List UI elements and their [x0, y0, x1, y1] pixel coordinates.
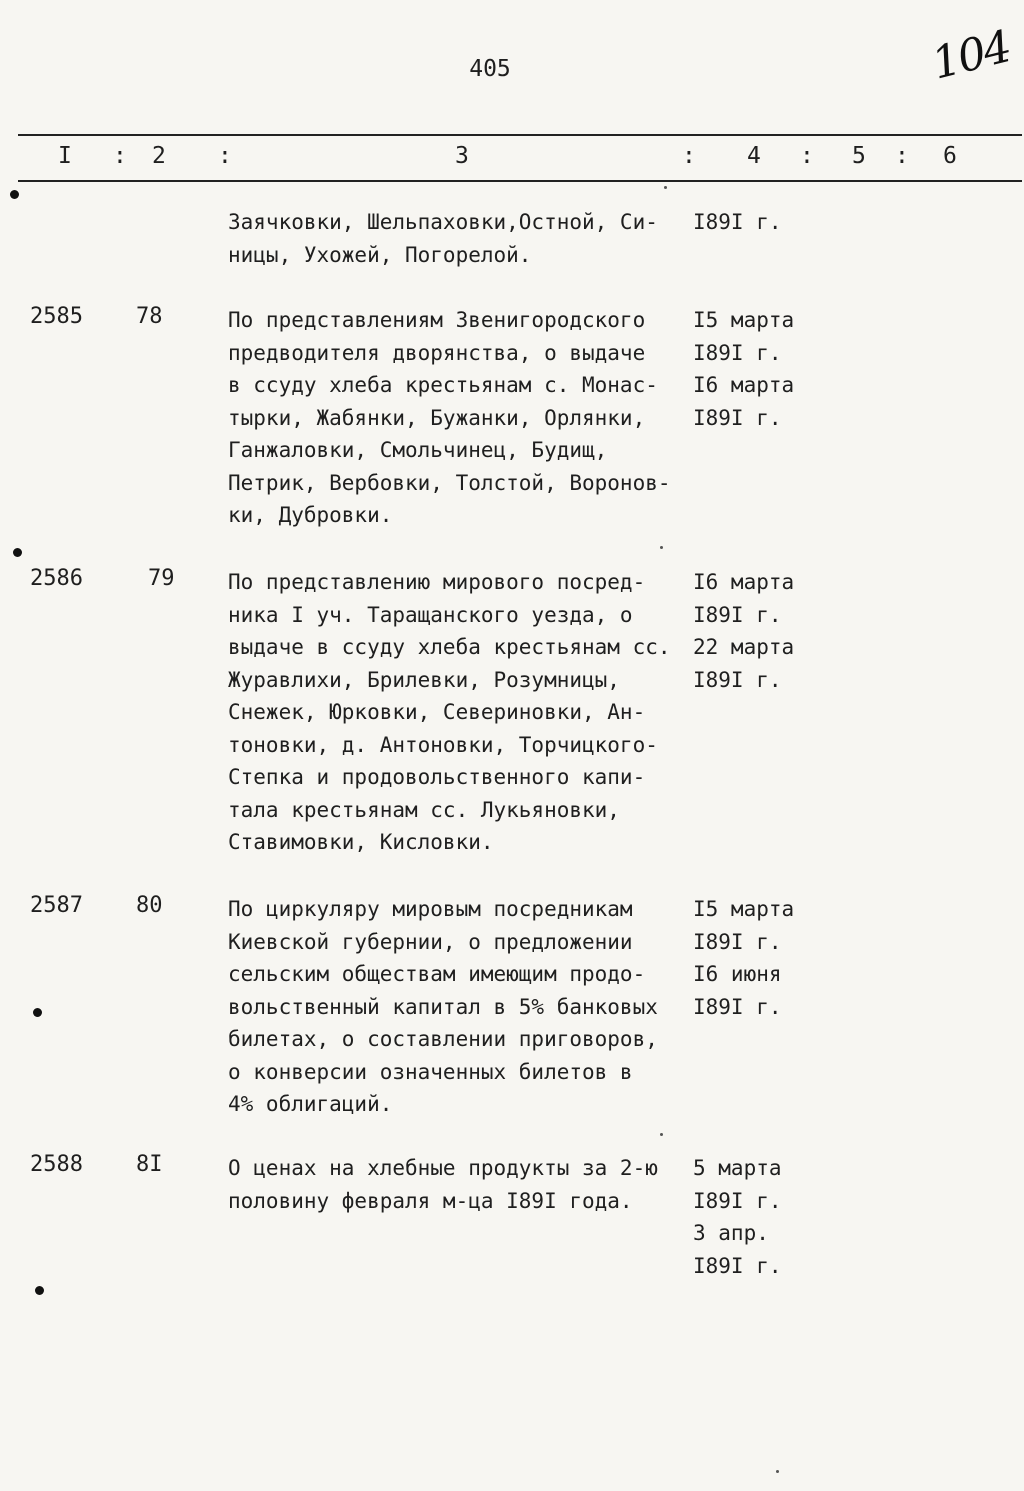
date-line: I89I г.: [693, 210, 782, 234]
entry-dates: [693, 304, 893, 434]
description-line: Ставимовки, Кисловки.: [228, 830, 494, 854]
header-col-6: 6: [943, 143, 957, 169]
description-line: Ганжаловки, Смольчинец, Будищ,: [228, 438, 608, 462]
description-line: половину февраля м-ца I89I года.: [228, 1188, 633, 1213]
description-line: По представлению мирового посред-: [228, 570, 646, 594]
entry-number: 2588: [30, 1152, 83, 1177]
entry-description: [228, 206, 698, 271]
header-separator: :: [895, 143, 909, 169]
description-line: Снежек, Юрковки, Севериновки, Ан-: [228, 700, 646, 724]
entry-description: [228, 304, 698, 532]
header-col-2: 2: [152, 143, 166, 169]
header-top-rule: [18, 134, 1022, 136]
description-line: ницы, Ухожей, Погорелой.: [228, 242, 532, 267]
description-line: Заячковки, Шельпаховки,Остной, Си-: [228, 210, 658, 234]
header-col-1: I: [58, 143, 72, 169]
date-line: I5 марта: [693, 308, 795, 332]
description-line: о конверсии означенных билетов в: [228, 1059, 633, 1084]
description-line: О ценах на хлебные продукты за 2-ю: [228, 1156, 658, 1180]
binding-hole-dot: [33, 1008, 42, 1017]
description-line: По представлениям Звенигородского: [228, 308, 646, 332]
entry-number: 2585: [30, 304, 83, 329]
entry-subnumber: 80: [136, 893, 163, 918]
entry-number: 2587: [30, 893, 83, 918]
binding-hole-dot: [10, 190, 19, 199]
date-line: I6 марта: [693, 373, 795, 397]
entry-dates: [693, 206, 893, 239]
paper-speck: [660, 1133, 663, 1136]
entry-dates: [693, 566, 893, 696]
header-separator: :: [113, 143, 127, 169]
description-line: предводителя дворянства, о выдаче: [228, 340, 646, 365]
description-line: 4% облигаций.: [228, 1092, 393, 1116]
description-line: тырки, Жабянки, Бужанки, Орлянки,: [228, 405, 646, 430]
date-line: I89I г.: [693, 340, 782, 365]
date-line: I89I г.: [693, 929, 782, 954]
header-bottom-rule: [18, 180, 1022, 182]
date-line: I89I г.: [693, 405, 782, 430]
description-line: выдаче в ссуду хлеба крестьянам сс.: [228, 635, 671, 659]
entry-dates: [693, 893, 893, 1023]
date-line: I89I г.: [693, 994, 782, 1019]
description-line: в ссуду хлеба крестьянам с. Монас-: [228, 373, 658, 397]
date-line: I5 марта: [693, 897, 795, 921]
binding-hole-dot: [13, 548, 22, 557]
description-line: вольственный капитал в 5% банковых: [228, 994, 658, 1019]
date-line: 22 марта: [693, 635, 795, 659]
header-separator: :: [682, 143, 696, 169]
header-col-3: 3: [455, 143, 469, 169]
header-separator: :: [800, 143, 814, 169]
paper-speck: [660, 546, 663, 549]
description-line: Журавлихи, Брилевки, Розумницы,: [228, 667, 620, 692]
entry-description: [228, 1152, 698, 1217]
description-line: Степка и продовольственного капи-: [228, 765, 646, 789]
page-number: 405: [469, 56, 511, 82]
description-line: Петрик, Вербовки, Толстой, Воронов-: [228, 470, 671, 495]
header-separator: :: [218, 143, 232, 169]
description-line: тоновки, д. Антоновки, Торчицкого-: [228, 732, 658, 757]
binding-hole-dot: [35, 1286, 44, 1295]
date-line: I89I г.: [693, 602, 782, 627]
entry-description: [228, 566, 698, 859]
header-col-5: 5: [852, 143, 866, 169]
entry-subnumber: 79: [148, 566, 175, 591]
date-line: I89I г.: [693, 667, 782, 692]
description-line: По циркуляру мировым посредникам: [228, 897, 633, 921]
date-line: 5 марта: [693, 1156, 782, 1180]
entry-description: [228, 893, 698, 1121]
entry-subnumber: 8I: [136, 1152, 163, 1177]
date-line: I6 июня: [693, 962, 782, 986]
date-line: I89I г.: [693, 1188, 782, 1213]
paper-speck: [776, 1470, 779, 1473]
description-line: сельским обществам имеющим продо-: [228, 962, 646, 986]
description-line: Киевской губернии, о предложении: [228, 929, 633, 954]
description-line: ки, Дубровки.: [228, 503, 393, 527]
handwritten-archive-number: 104: [926, 21, 1015, 90]
header-col-4: 4: [747, 143, 761, 169]
entry-subnumber: 78: [136, 304, 163, 329]
description-line: тала крестьянам сс. Лукьяновки,: [228, 797, 620, 822]
date-line: I89I г.: [693, 1253, 782, 1278]
date-line: 3 апр.: [693, 1221, 769, 1245]
description-line: билетах, о составлении приговоров,: [228, 1027, 658, 1051]
paper-speck: [664, 186, 667, 189]
entry-dates: [693, 1152, 893, 1282]
description-line: ника I уч. Таращанского уезда, о: [228, 602, 633, 627]
date-line: I6 марта: [693, 570, 795, 594]
entry-number: 2586: [30, 566, 83, 591]
